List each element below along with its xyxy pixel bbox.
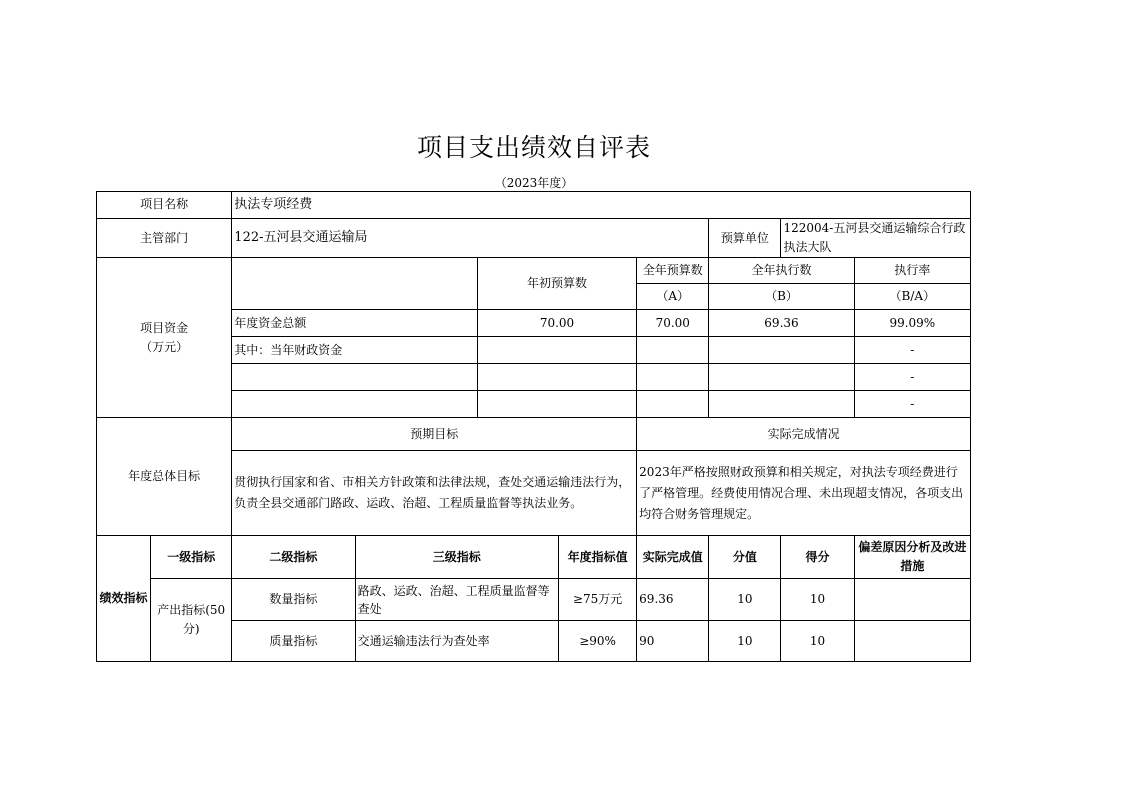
goals-actual-text: 2023年严格按照财政预算和相关规定，对执法专项经费进行了严格管理。经费使用情况合理、未出现超支情况，各项支出均符合财务管理规定。 bbox=[637, 451, 971, 536]
dept-value: 122-五河县交通运输局 bbox=[232, 219, 709, 258]
performance-header-row bbox=[97, 536, 971, 579]
performance-header-actual: 实际完成值 bbox=[637, 536, 709, 579]
funds-header-executed: 全年执行数 bbox=[709, 258, 854, 284]
funds-row-label: 其中：当年财政资金 bbox=[232, 337, 478, 364]
performance-label: 绩效指标 bbox=[97, 536, 151, 662]
funds-row-label bbox=[232, 364, 478, 391]
funds-row-initial: 70.00 bbox=[477, 310, 636, 337]
funds-header-blank bbox=[232, 258, 478, 310]
performance-row-deviation bbox=[854, 621, 970, 662]
funds-code-a: （A） bbox=[637, 284, 709, 310]
goals-label: 年度总体目标 bbox=[97, 418, 232, 536]
funds-header-rate: 执行率 bbox=[854, 258, 970, 284]
funds-row-initial bbox=[477, 337, 636, 364]
funds-row-full-year bbox=[637, 364, 709, 391]
funds-row-rate: - bbox=[854, 337, 970, 364]
budget-unit-label: 预算单位 bbox=[709, 219, 781, 258]
performance-row-level2: 数量指标 bbox=[232, 579, 355, 621]
performance-row-score-value: 10 bbox=[709, 621, 781, 662]
funds-code-b: （B） bbox=[709, 284, 854, 310]
funds-label: 项目资金 bbox=[140, 320, 189, 335]
funds-unit: （万元） bbox=[140, 339, 189, 354]
performance-row bbox=[97, 579, 971, 621]
funds-row-initial bbox=[477, 391, 636, 418]
performance-header-level2: 二级指标 bbox=[232, 536, 355, 579]
funds-row-full-year bbox=[637, 391, 709, 418]
performance-level1-value: 产出指标(50分) bbox=[151, 579, 232, 662]
performance-header-deviation: 偏差原因分析及改进措施 bbox=[854, 536, 970, 579]
funds-row-rate: - bbox=[854, 364, 970, 391]
goals-expected-header: 预期目标 bbox=[232, 418, 637, 451]
funds-header-row bbox=[97, 258, 971, 284]
page-title: 项目支出绩效自评表 bbox=[416, 133, 651, 162]
performance-header-score: 得分 bbox=[781, 536, 854, 579]
budget-unit-value: 122004-五河县交通运输综合行政执法大队 bbox=[781, 219, 971, 258]
performance-row-target: ≥90% bbox=[559, 621, 637, 662]
performance-row-level2: 质量指标 bbox=[232, 621, 355, 662]
funds-header-full-year: 全年预算数 bbox=[637, 258, 709, 284]
funds-label-cell bbox=[97, 258, 232, 418]
funds-row-executed bbox=[709, 337, 854, 364]
performance-row-actual: 90 bbox=[637, 621, 709, 662]
project-name-value: 执法专项经费 bbox=[232, 192, 971, 219]
funds-header-initial: 年初预算数 bbox=[477, 258, 636, 310]
funds-row-full-year: 70.00 bbox=[637, 310, 709, 337]
performance-header-target: 年度指标值 bbox=[559, 536, 637, 579]
performance-row-target: ≥75万元 bbox=[559, 579, 637, 621]
funds-row-initial bbox=[477, 364, 636, 391]
performance-row-score: 10 bbox=[781, 621, 854, 662]
self-evaluation-table bbox=[96, 191, 971, 662]
funds-row-rate: - bbox=[854, 391, 970, 418]
page-subtitle: （2023年度） bbox=[494, 176, 574, 190]
funds-row-full-year bbox=[637, 337, 709, 364]
goals-expected-text: 贯彻执行国家和省、市相关方针政策和法律法规，查处交通运输违法行为，负责全县交通部门路政、运政、治超、工程质量监督等执法业务。 bbox=[232, 451, 637, 536]
goals-header-row bbox=[97, 418, 971, 451]
performance-header-level1: 一级指标 bbox=[151, 536, 232, 579]
project-name-row bbox=[97, 192, 971, 219]
goals-actual-header: 实际完成情况 bbox=[637, 418, 971, 451]
funds-row-label bbox=[232, 391, 478, 418]
dept-label: 主管部门 bbox=[97, 219, 232, 258]
dept-row bbox=[97, 219, 971, 258]
funds-row-executed bbox=[709, 391, 854, 418]
performance-row-level3: 路政、运政、治超、工程质量监督等查处 bbox=[355, 579, 558, 621]
performance-row-score: 10 bbox=[781, 579, 854, 621]
funds-row-executed: 69.36 bbox=[709, 310, 854, 337]
funds-row-label: 年度资金总额 bbox=[232, 310, 478, 337]
project-name-label: 项目名称 bbox=[97, 192, 232, 219]
performance-header-level3: 三级指标 bbox=[355, 536, 558, 579]
funds-row-rate: 99.09% bbox=[854, 310, 970, 337]
performance-row-score-value: 10 bbox=[709, 579, 781, 621]
funds-row-executed bbox=[709, 364, 854, 391]
performance-row-level3: 交通运输违法行为查处率 bbox=[355, 621, 558, 662]
performance-header-score-value: 分值 bbox=[709, 536, 781, 579]
funds-code-ba: （B/A） bbox=[854, 284, 970, 310]
performance-row-actual: 69.36 bbox=[637, 579, 709, 621]
performance-row-deviation bbox=[854, 579, 970, 621]
